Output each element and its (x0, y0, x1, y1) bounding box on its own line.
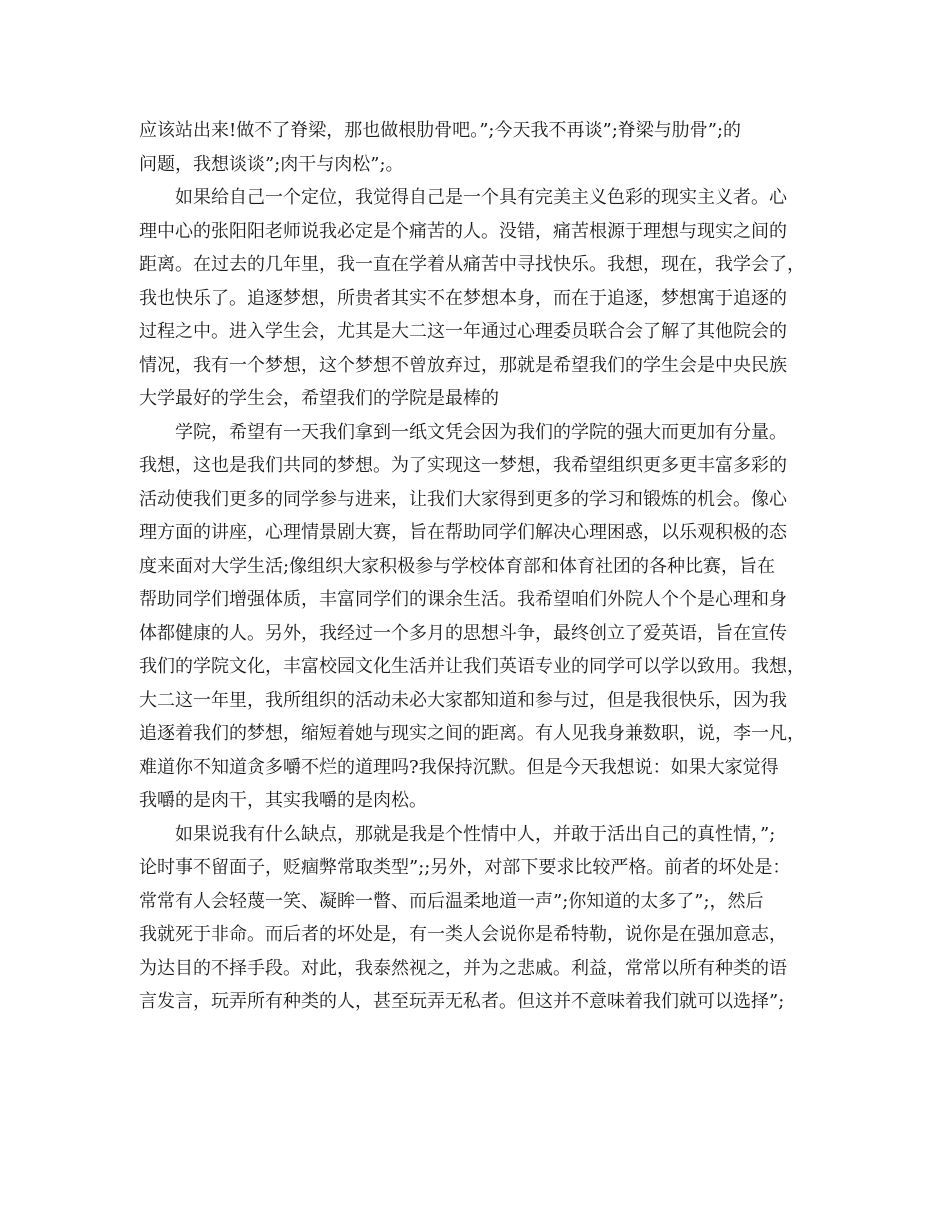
text-line: 常常有人会轻蔑一笑、凝眸一瞥、而后温柔地道一声”;你知道的太多了”;，然后 (139, 890, 764, 912)
text-line: 难道你不知道贪多嚼不烂的道理吗?我保持沉默。但是今天我想说：如果大家觉得 (139, 756, 779, 778)
text-line: 我想，这也是我们共同的梦想。为了实现这一梦想，我希望组织更多更丰富多彩的 (139, 455, 787, 476)
text-line: 大二这一年里，我所组织的活动未必大家都知道和参与过，但是我很快乐，因为我 (139, 689, 787, 711)
paragraph (139, 818, 819, 1019)
text-line: 度来面对大学生活;像组织大家积极参与学校体育部和体育社团的各种比赛，旨在 (139, 555, 776, 577)
text-line: 追逐着我们的梦想，缩短着她与现实之间的距离。有人见我身兼数职，说，李一凡， (139, 723, 805, 744)
text-line: 过程之中。进入学生会，尤其是大二这一年通过心理委员联合会了解了其他院会的 (139, 321, 787, 342)
paragraph (139, 181, 819, 416)
text-line: 论时事不留面子，贬痼弊常取类型”;;另外，对部下要求比较严格。前者的坏处是： (139, 857, 791, 878)
text-line: 我也快乐了。追逐梦想，所贵者其实不在梦想本身，而在于追逐，梦想寓于追逐的 (139, 287, 787, 309)
text-line: 情况，我有一个梦想，这个梦想不曾放弃过，那就是希望我们的学生会是中央民族 (139, 354, 787, 376)
text-line: 为达目的不择手段。对此，我泰然视之，并为之悲戚。利益，常常以所有种类的语 (139, 957, 787, 979)
text-line: 学院，希望有一天我们拿到一纸文凭会因为我们的学院的强大而更加有分量。 (175, 421, 787, 443)
paragraph (139, 114, 819, 181)
text-line: 如果说我有什么缺点，那就是我是个性情中人，并敢于活出自己的真性情，”; (175, 823, 776, 845)
text-line: 我嚼的是肉干，其实我嚼的是肉松。 (139, 790, 427, 811)
paragraph (139, 416, 819, 818)
text-line: 如果给自己一个定位，我觉得自己是一个具有完美主义色彩的现实主义者。心 (175, 187, 787, 208)
document-body (139, 114, 819, 1019)
text-line: 我就死于非命。而后者的坏处是，有一类人会说你是希特勒，说你是在强加意志， (139, 924, 787, 945)
text-line: 应该站出来!做不了脊梁，那也做根肋骨吧。”;今天我不再谈”;脊梁与肋骨”;的 (139, 120, 742, 141)
text-line: 大学最好的学生会，希望我们的学院是最棒的 (139, 388, 499, 409)
text-line: 距离。在过去的几年里，我一直在学着从痛苦中寻找快乐。我想，现在，我学会了， (139, 254, 805, 275)
text-line: 我们的学院文化，丰富校园文化生活并让我们英语专业的同学可以学以致用。我想， (139, 656, 805, 677)
text-line: 问题，我想谈谈”;肉干与肉松”;。 (139, 153, 404, 175)
text-line: 活动使我们更多的同学参与进来，让我们大家得到更多的学习和锻炼的机会。像心 (139, 488, 787, 510)
text-line: 体都健康的人。另外，我经过一个多月的思想斗争，最终创立了爱英语，旨在宣传 (139, 622, 787, 644)
text-line: 帮助同学们增强体质，丰富同学们的课余生活。我希望咱们外院人个个是心理和身 (139, 589, 787, 610)
text-line: 理方面的讲座，心理情景剧大赛，旨在帮助同学们解决心理困惑，以乐观积极的态 (139, 522, 787, 543)
text-line: 理中心的张阳阳老师说我必定是个痛苦的人。没错，痛苦根源于理想与现实之间的 (139, 220, 787, 242)
text-line: 言发言，玩弄所有种类的人，甚至玩弄无私者。但这并不意味着我们就可以选择”; (139, 991, 785, 1012)
